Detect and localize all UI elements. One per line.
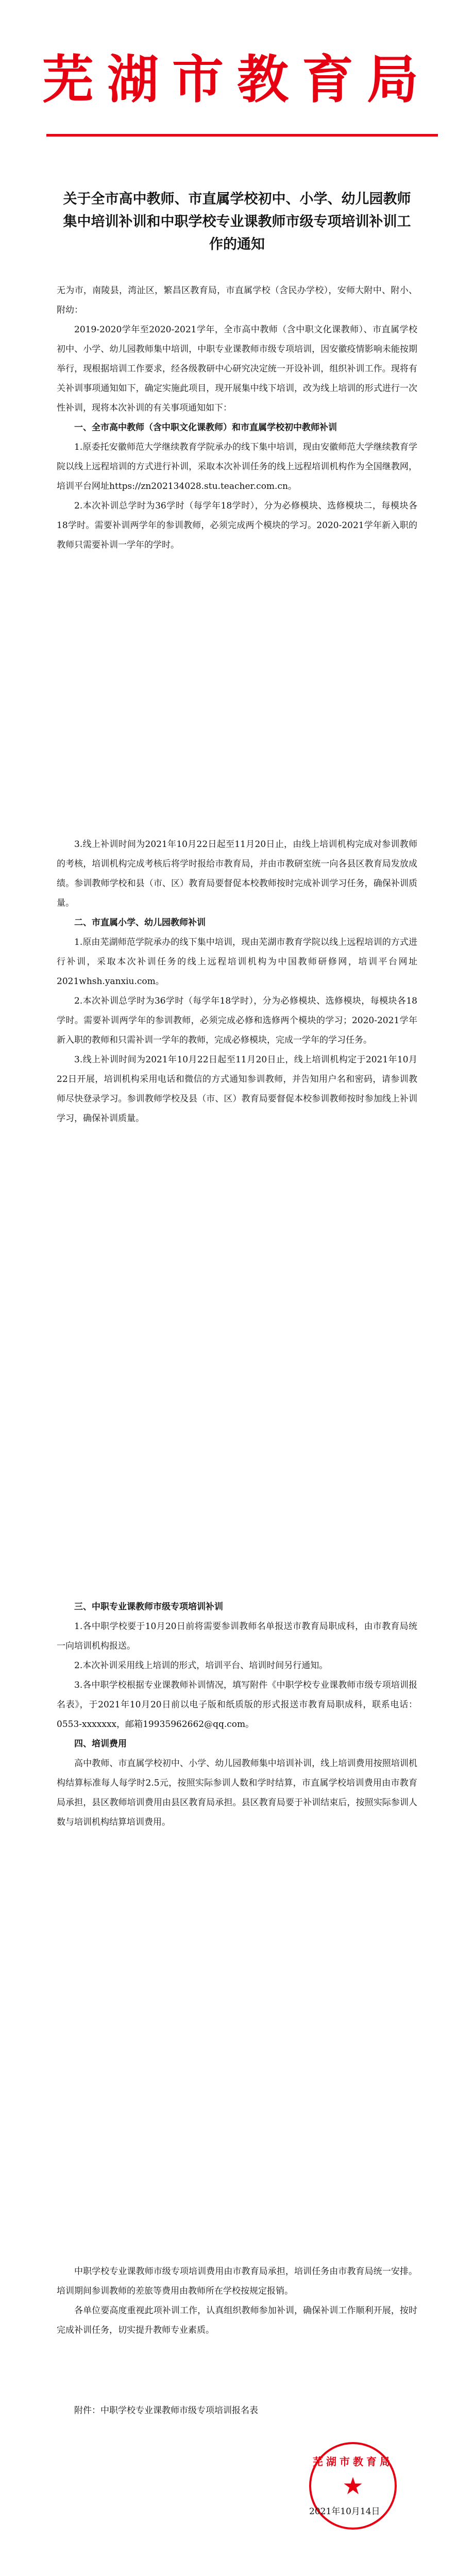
attachment-block: [57, 2401, 417, 2420]
section-1-paragraph-3: 3.线上补训时间为2021年10月22日起至11月20日止，由线上培训机构完成对参训教师的考核，培训机构完成考核后将学时报给市教育局，并由市教研室统一向各县区教育局发放成绩。参训教师学校和县（市、区）教育局要督促本校教师按时完成补训学习任务，确保补训质量。: [57, 839, 417, 908]
intro-paragraph: 2019-2020学年至2020-2021学年，全市高中教师（含中职文化课教师）、市直属学校初中、小学、幼儿园教师集中培训，中职专业课教师市级专项培训，因安徽疫情影响未能按期举行，现根据培训工作要求，经各级教研中心研究决定统一开设补训，组织补训工作。现将有关补训事项通知如下，确定实施此项目，现开展集中线下培训，改为线上培训的形式进行一次性补训，现将本次补训的有关事项通知如下：: [57, 325, 417, 413]
seal-star-icon: ★: [342, 2472, 364, 2500]
issue-date: 2021年10月14日: [309, 2506, 380, 2517]
section-1-paragraph-1: 1.原委托安徽师范大学继续教育学院承办的线下集中培训，现由安徽师范大学继续教育学院以线上远程培训的方式进行补训，采取本次补训任务的线上远程培训机构作为全国继教网，培训平台网址https://zn202134028.stu.teacher.com.cn。: [57, 442, 417, 492]
body-text-page-1: [57, 281, 417, 555]
section-2-paragraph-2: 2.本次补训总学时为36学时（每学年18学时），分为必修模块、选修模块，每模块各18学时。需要补训两学年的参训教师，必须完成必修和选修两个模块的学习；2020-2021学年新入职的教师和只需补训一学年的教师，完成必修模块，完成一学年的学习任务。: [57, 996, 417, 1045]
page-2: [0, 773, 474, 1546]
section-2-paragraph-3: 3.线上补训时间为2021年10月22日起至11月20日止，线上培训机构定于2021年10月22日开展，培训机构采用电话和微信的方式通知参训教师，并告知用户名和密码，请参训教师尽快登录学习。参训教师学校及县（市、区）教育局要督促本校参训教师按时参加线上补训学习，确保补训质量。: [57, 1055, 417, 1124]
red-header-rule: [46, 134, 438, 137]
section-4-paragraph-1: 高中教师、市直属学校初中、小学、幼儿园教师集中培训补训，线上培训费用按照培训机构结算标准每人每学时2.5元，按照实际参训人数和学时结算，市直属学校培训费用由市教育局承担，县区教师培训费用由县区教育局承担。县区教育局要于补训结束后，按照实际参训人数与培训机构结算培训费用。: [57, 1758, 417, 1827]
body-text-page-2: [57, 835, 417, 1128]
page-3: [0, 1546, 474, 2215]
recipients: 无为市，南陵县，湾沚区，繁昌区教育局，市直属学校（含民办学校），安师大附中、附小、附幼：: [57, 285, 417, 315]
section-2-paragraph-1: 1.原由芜湖师范学院承办的线下集中培训，现由芜湖市教育学院以线上远程培训的方式进行补训，采取本次补训任务的线上远程培训机构为中国教师研修网，培训平台网址2021whsh.yanxiu.com。: [57, 937, 417, 987]
body-text-page-4: [57, 2262, 417, 2340]
section-3-heading: 三、中职专业课教师市级专项培训补训: [74, 1602, 223, 1612]
document-title: 关于全市高中教师、市直属学校初中、小学、幼儿园教师集中培训补训和中职学校专业课教师市级专项培训补训工作的通知: [63, 191, 411, 252]
section-3-paragraph-3: 3.各中职学校根据专业课教师补训情况，填写附件《中职学校专业课教师市级专项培训报名表》，于2021年10月20日前以电子版和纸质版的形式报送市教育局职成科，联系电话：0553-xxxxxxx，邮箱19935962662@qq.com。: [57, 1680, 417, 1730]
section-1-heading: 一、全市高中教师（含中职文化课教师）和市直属学校初中教师补训: [74, 422, 337, 433]
seal-text: 芜湖市教育局: [313, 2455, 393, 2468]
page-1: [0, 0, 474, 773]
section-1-paragraph-2: 2.本次补训总学时为36学时（每学年18学时），分为必修模块、选修模块二，每模块各18学时。需要补训两学年的参训教师，必须完成两个模块的学习。2020-2021学年新入职的教师只需要补训一学年的学时。: [57, 501, 417, 550]
page-4: [0, 2215, 474, 2576]
org-header-title: 芜湖市教育局: [42, 49, 432, 110]
section-4-paragraph-3: 各单位要高度重视此项补训工作，认真组织教师参加补训，确保补训工作顺利开展，按时完成补训任务，切实提升教师专业素质。: [57, 2306, 417, 2335]
section-4-heading: 四、培训费用: [74, 1739, 127, 1749]
section-3-paragraph-1: 1.各中职学校要于10月20日前将需要参训教师名单报送市教育局职成科，由市教育局统一向培训机构报送。: [57, 1621, 417, 1651]
section-2-heading: 二、市直属小学、幼儿园教师补训: [74, 918, 206, 928]
section-3-paragraph-2: 2.本次补训采用线上培训的形式，培训平台、培训时间另行通知。: [74, 1660, 328, 1671]
body-text-page-3: [57, 1597, 417, 1832]
section-4-paragraph-2: 中职学校专业课教师市级专项培训费用由市教育局承担，培训任务由市教育局统一安排。培训期间参训教师的差旅等费用由教师所在学校按规定报销。: [57, 2266, 417, 2296]
attachment-line: 附件：中职学校专业课教师市级专项培训报名表: [74, 2405, 258, 2416]
